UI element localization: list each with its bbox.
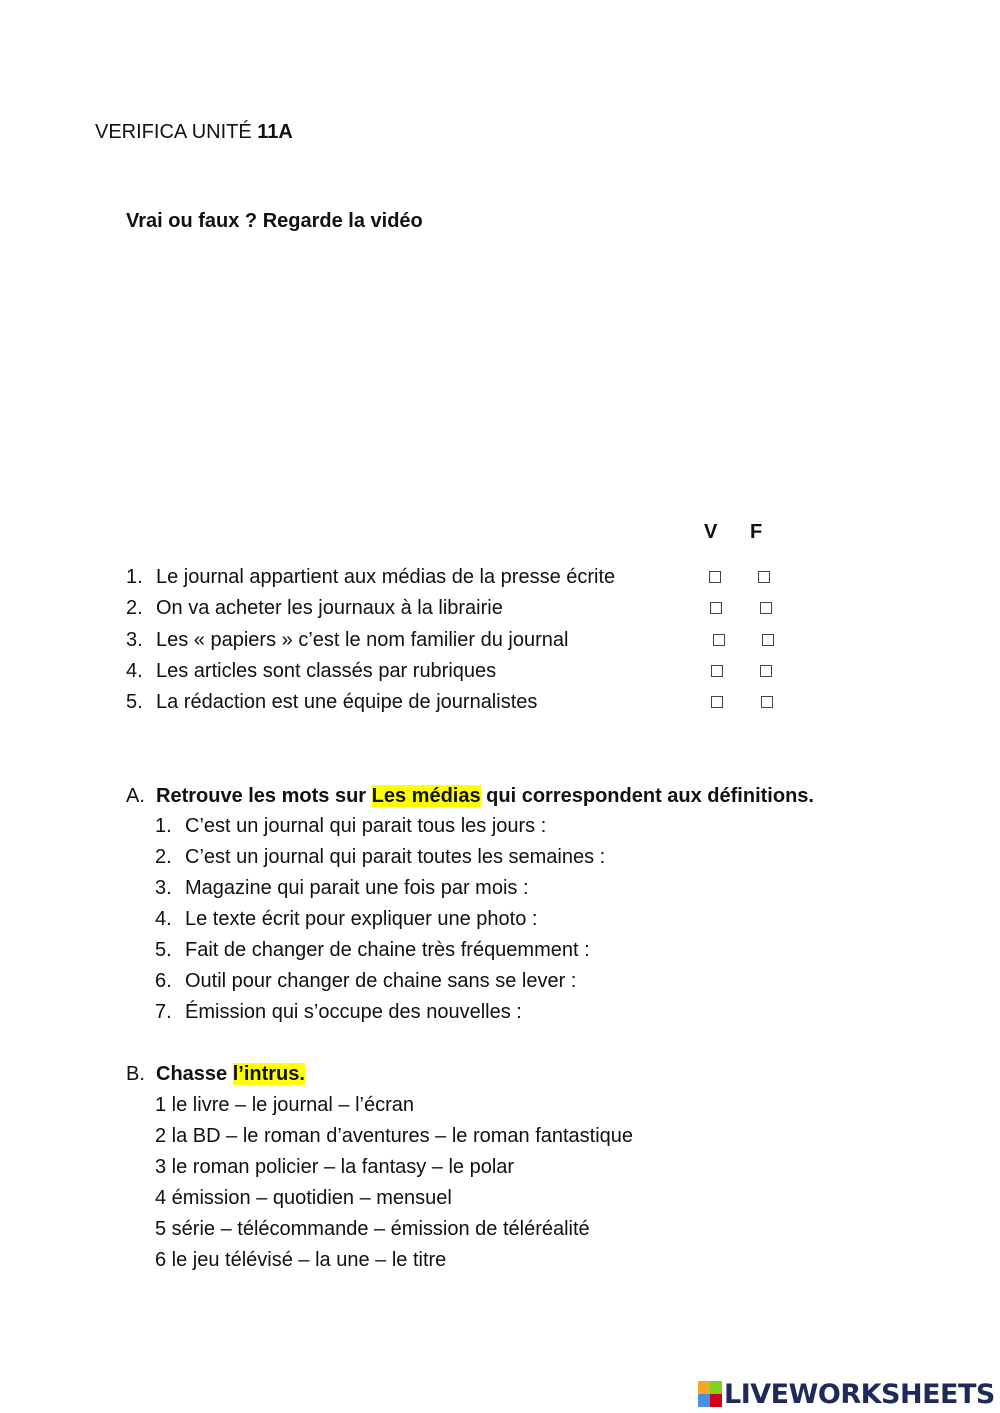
vf-item-text: Les « papiers » c’est le nom familier du journal (156, 629, 569, 651)
vf-checkbox-false-3[interactable] (762, 634, 774, 646)
section-a-title (126, 785, 814, 808)
vf-item-text: On va acheter les journaux à la librairie (156, 597, 503, 619)
definition-number: 7. (155, 1001, 172, 1023)
definition-number: 1. (155, 815, 172, 837)
vf-instruction: Vrai ou faux ? Regarde la vidéo (126, 210, 423, 232)
vf-item-text: Les articles sont classés par rubriques (156, 660, 497, 682)
definition-number: 2. (155, 846, 172, 868)
definition-number: 3. (155, 877, 172, 899)
vf-checkbox-true-4[interactable] (711, 665, 723, 677)
definition-text: Le texte écrit pour expliquer une photo : (185, 908, 538, 930)
vf-column-f: F (750, 521, 763, 543)
definition-number: 4. (155, 908, 172, 930)
definition-item (155, 939, 590, 962)
definition-text: Magazine qui parait une fois par mois : (185, 877, 529, 899)
section-b-title-highlight: l’intrus. (232, 1063, 305, 1085)
intrus-item: 4 émission – quotidien – mensuel (155, 1187, 452, 1209)
intrus-item: 3 le roman policier – la fantasy – le polar (155, 1156, 515, 1178)
definition-text: Émission qui s’occupe des nouvelles : (185, 1001, 522, 1023)
section-a-title-after: qui correspondent aux définitions. (486, 785, 814, 807)
vf-item-number: 4. (126, 660, 143, 682)
intrus-item: 2 la BD – le roman d’aventures – le roman fantastique (155, 1125, 634, 1147)
definition-number: 5. (155, 939, 172, 961)
vf-checkbox-true-5[interactable] (711, 696, 723, 708)
section-b-title (126, 1063, 305, 1086)
definition-text: Fait de changer de chaine très fréquemment : (185, 939, 590, 961)
vf-item (126, 566, 615, 589)
vf-item (126, 597, 503, 620)
vf-checkbox-false-5[interactable] (761, 696, 773, 708)
vf-item-number: 1. (126, 566, 143, 588)
section-a-letter: A. (126, 785, 145, 807)
header-unit: 11A (257, 121, 293, 143)
vf-checkbox-true-1[interactable] (709, 571, 721, 583)
section-b-title-before: Chasse (156, 1063, 228, 1085)
vf-item-text: La rédaction est une équipe de journalistes (156, 691, 538, 713)
intrus-item: 1 le livre – le journal – l’écran (155, 1094, 415, 1116)
definition-item (155, 815, 546, 838)
liveworksheets-logo[interactable] (698, 1377, 995, 1411)
vf-item (126, 629, 568, 652)
vf-checkbox-false-1[interactable] (758, 571, 770, 583)
section-a-title-before: Retrouve les mots sur (156, 785, 367, 807)
vf-item (126, 660, 496, 683)
definition-item (155, 1001, 522, 1024)
page-header (95, 121, 293, 144)
definition-text: C’est un journal qui parait toutes les semaines : (185, 846, 606, 868)
definition-item (155, 970, 576, 993)
liveworksheets-logo-icon (698, 1381, 722, 1407)
vf-checkbox-false-2[interactable] (760, 602, 772, 614)
intrus-item: 5 série – télécommande – émission de téléréalité (155, 1218, 590, 1240)
vf-item-number: 3. (126, 629, 143, 651)
liveworksheets-logo-text: LIVEWORKSHEETS (724, 1378, 995, 1410)
vf-item (126, 691, 537, 714)
vf-item-text: Le journal appartient aux médias de la presse écrite (156, 566, 616, 588)
vf-item-number: 2. (126, 597, 143, 619)
definition-text: Outil pour changer de chaine sans se lever : (185, 970, 577, 992)
vf-column-v: V (704, 521, 718, 543)
vf-checkbox-true-2[interactable] (710, 602, 722, 614)
section-a-title-highlight: Les médias (371, 785, 481, 807)
definition-item (155, 908, 537, 931)
definition-item (155, 877, 529, 900)
header-prefix: VERIFICA UNITÉ (95, 121, 252, 143)
section-b-letter: B. (126, 1063, 145, 1085)
definition-number: 6. (155, 970, 172, 992)
definition-item (155, 846, 605, 869)
intrus-item: 6 le jeu télévisé – la une – le titre (155, 1249, 447, 1271)
vf-checkbox-false-4[interactable] (760, 665, 772, 677)
vf-item-number: 5. (126, 691, 143, 713)
vf-checkbox-true-3[interactable] (713, 634, 725, 646)
definition-text: C’est un journal qui parait tous les jours : (185, 815, 547, 837)
